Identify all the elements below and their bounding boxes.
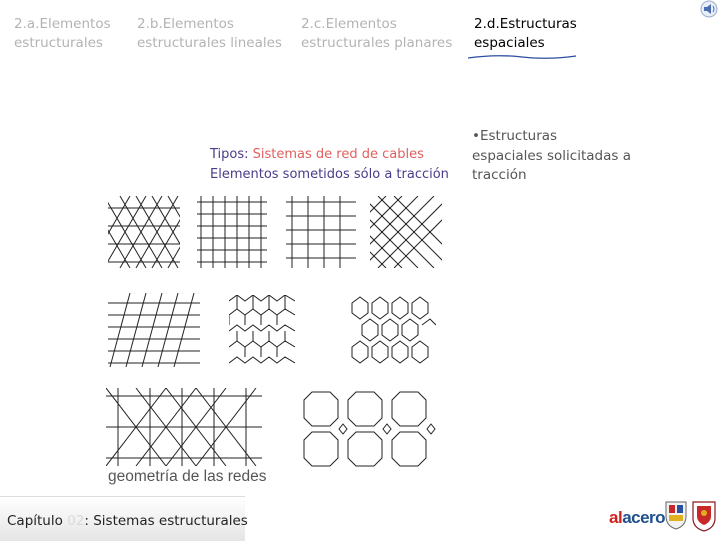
rectangular-grid-pattern — [286, 196, 356, 268]
chapter-number: 02 — [67, 513, 85, 529]
chapter-title: : Sistemas estructurales — [84, 513, 248, 529]
tab-label-line1: 2.a.Elementos — [14, 16, 111, 32]
speaker-icon[interactable] — [699, 0, 719, 18]
tab-elementos-estructurales[interactable] — [14, 15, 124, 53]
hexagon-net-pattern-2 — [350, 295, 436, 365]
tipos-label: Tipos: — [210, 147, 249, 162]
tab-label-line1: 2.d.Estructuras — [474, 16, 577, 32]
seal-icon — [690, 500, 718, 532]
figure-caption: geometría de las redes — [108, 468, 267, 485]
triangular-net-pattern — [108, 196, 180, 268]
bullet-text: •Estructuras espaciales solicitadas a tracción — [472, 128, 631, 183]
diamond-net-pattern — [370, 196, 442, 268]
tab-label-line1: 2.b.Elementos — [137, 16, 234, 32]
wave-underline-icon — [466, 52, 578, 62]
tab-label-line2: estructurales lineales — [137, 35, 282, 51]
tipos-value: Sistemas de red de cables — [252, 147, 424, 162]
tab-estructuras-espaciales[interactable] — [474, 15, 604, 53]
tab-label-line2: espaciales — [474, 35, 545, 51]
footer — [0, 496, 720, 540]
octagon-net-pattern — [300, 388, 440, 468]
diagonal-grid-pattern — [106, 388, 262, 466]
tab-label-line1: 2.c.Elementos — [301, 16, 397, 32]
square-grid-pattern — [197, 196, 267, 268]
tab-elementos-planares[interactable] — [301, 15, 471, 53]
crest-icon — [664, 500, 688, 530]
subtitle: Elementos sometidos sólo a tracción — [210, 166, 449, 182]
chapter-prefix: Capítulo — [7, 513, 63, 529]
tab-elementos-lineales[interactable] — [137, 15, 287, 53]
footer-chapter-title — [7, 513, 248, 529]
alacero-logo: alacero — [609, 508, 666, 527]
tab-label-line2: estructurales — [14, 35, 103, 51]
tab-label-line2: estructurales planares — [301, 35, 453, 51]
tipos-block — [210, 145, 449, 184]
hexagon-net-pattern — [229, 295, 295, 365]
oblique-grid-pattern — [108, 293, 200, 367]
footer-bar — [0, 496, 248, 541]
